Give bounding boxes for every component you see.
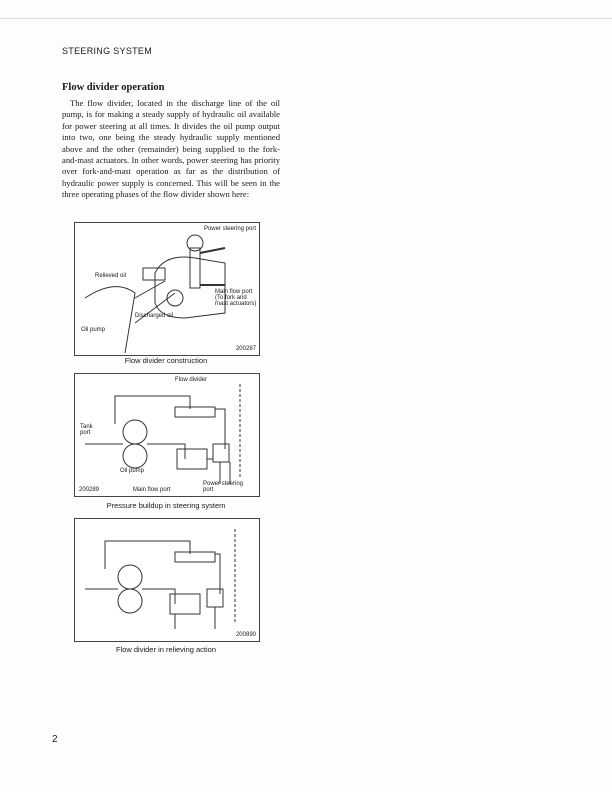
section-title: Flow divider operation — [62, 82, 165, 93]
section-header: STEERING SYSTEM — [62, 46, 153, 56]
label-relieved-oil: Relieved oil — [95, 273, 127, 279]
label-oil-pump: Oil pump — [120, 468, 145, 474]
label-main-flow-port: Main flow port (To fork and mast actuators) — [215, 289, 257, 307]
figure-number: 200287 — [235, 346, 256, 352]
page-number: 2 — [52, 734, 58, 745]
hydraulic-circuit-diagram — [75, 374, 259, 496]
label-main-flow-port: Main flow port — [133, 487, 171, 493]
label-oil-pump: Oil pump — [81, 327, 106, 333]
figure-caption: Flow divider construction — [124, 356, 208, 365]
figure-number: 200289 — [79, 487, 100, 493]
figure-relieving-action — [74, 518, 260, 642]
label-power-steering-port: Power steering port — [203, 481, 244, 493]
label-tank-port: Tank port — [80, 424, 93, 436]
figure-pressure-buildup — [74, 373, 260, 497]
hydraulic-circuit-diagram — [75, 519, 259, 641]
figure-caption: Pressure buildup in steering system — [106, 501, 226, 510]
figure-flow-divider-construction — [74, 222, 260, 356]
figure-number: 200890 — [235, 632, 256, 638]
top-rule — [0, 18, 612, 19]
label-discharged-oil: Discharged oil — [135, 313, 174, 319]
label-flow-divider: Flow divider — [175, 377, 208, 383]
figure-caption: Flow divider in relieving action — [115, 645, 217, 654]
body-paragraph: The flow divider, located in the discharge line of the oil pump, is for making a steady supply of hydraulic oil available for power steering at all times. It divides the oil pump output into two, one being the steady hydraulic supply mentioned above and the other (remainder) being supplied to the fork-and-mast actuators. In other words, power steering has priority over fork-and-mast operation as far as the distribution of hydraulic power supply is concerned. This will be seen in the three operating phases of the flow divider shown here: — [62, 98, 280, 200]
label-power-steering-port: Power steering port — [203, 226, 256, 232]
